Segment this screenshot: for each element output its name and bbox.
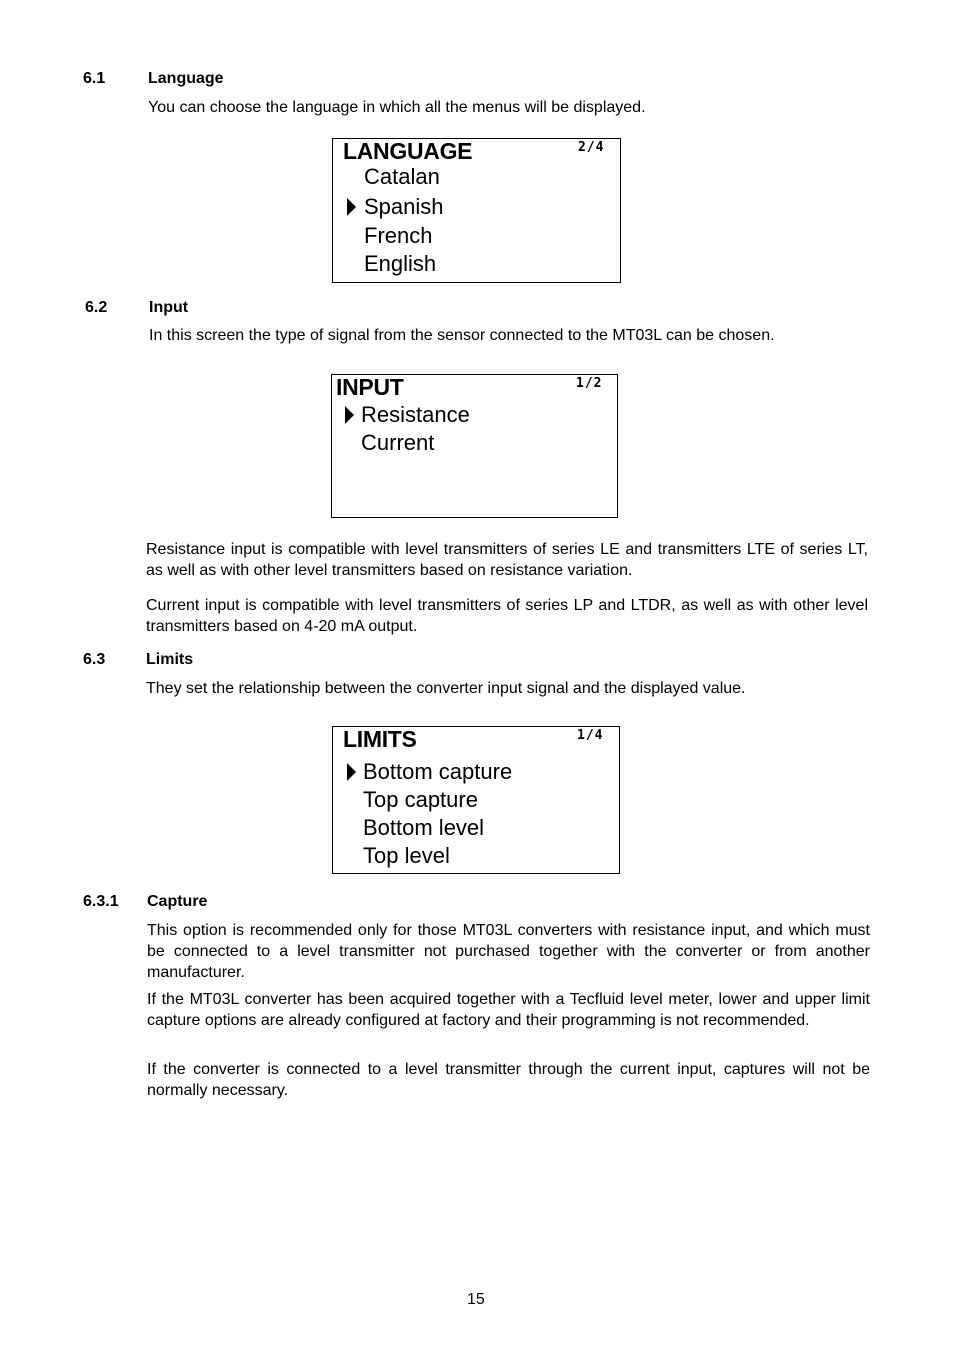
lcd-menu-item: French [364, 223, 433, 248]
cursor-arrow-icon [347, 198, 356, 216]
lcd-page-indicator: 1/2 [576, 376, 603, 391]
page-number: 15 [467, 1291, 485, 1308]
lcd-menu-item: Top capture [363, 787, 478, 812]
section-heading-limits: Limits [146, 651, 194, 668]
lcd-screen-language [332, 138, 621, 283]
section-text: They set the relationship between the converter input signal and the displayed value. [146, 680, 746, 697]
section-number: 6.3.1 [83, 893, 119, 910]
lcd-menu-item: Bottom level [363, 815, 485, 840]
lcd-menu-item: Top level [363, 843, 450, 868]
section-heading-capture: Capture [147, 893, 208, 910]
lcd-menu-item-selected: Resistance [361, 402, 470, 427]
cursor-arrow-icon [345, 406, 354, 424]
cursor-arrow-icon [347, 763, 356, 781]
section-heading-input: Input [149, 299, 189, 316]
lcd-title: INPUT [336, 374, 404, 400]
paragraph: This option is recommended only for those MT03L converters with resistance input, and which must be connected to a level transmitter not purchased together with the converter or from another manufacturer. [147, 922, 870, 981]
paragraph: Resistance input is compatible with level transmitters of series LE and transmitters LTE of series LT, as well as with other level transmitters based on resistance variation. [146, 541, 868, 579]
section-number: 6.1 [83, 70, 106, 87]
lcd-page-indicator: 2/4 [578, 140, 605, 155]
paragraph: Current input is compatible with level transmitters of series LP and LTDR, as well as with other level transmitters based on 4-20 mA output. [146, 597, 868, 635]
lcd-menu-item-selected: Bottom capture [363, 759, 513, 784]
lcd-title: LANGUAGE [343, 138, 473, 164]
section-text: You can choose the language in which all the menus will be displayed. [148, 99, 646, 116]
section-heading-language: Language [148, 70, 224, 87]
lcd-title: LIMITS [343, 726, 417, 752]
lcd-menu-item: Catalan [364, 164, 440, 189]
paragraph: If the converter is connected to a level transmitter through the current input, captures will not be normally necessary. [147, 1061, 870, 1099]
lcd-screen-limits [332, 726, 620, 874]
section-number: 6.3 [83, 651, 106, 668]
lcd-menu-item: English [364, 251, 437, 276]
section-text: In this screen the type of signal from the sensor connected to the MT03L can be chosen. [149, 327, 775, 344]
section-number: 6.2 [85, 299, 108, 316]
lcd-screen-input [331, 374, 618, 518]
lcd-page-indicator: 1/4 [577, 728, 604, 743]
lcd-menu-item: Current [361, 430, 435, 455]
lcd-menu-item-selected: Spanish [364, 194, 444, 219]
paragraph: If the MT03L converter has been acquired together with a Tecfluid level meter, lower and upper limit capture options are already configured at factory and their programming is not recommended. [147, 991, 870, 1029]
